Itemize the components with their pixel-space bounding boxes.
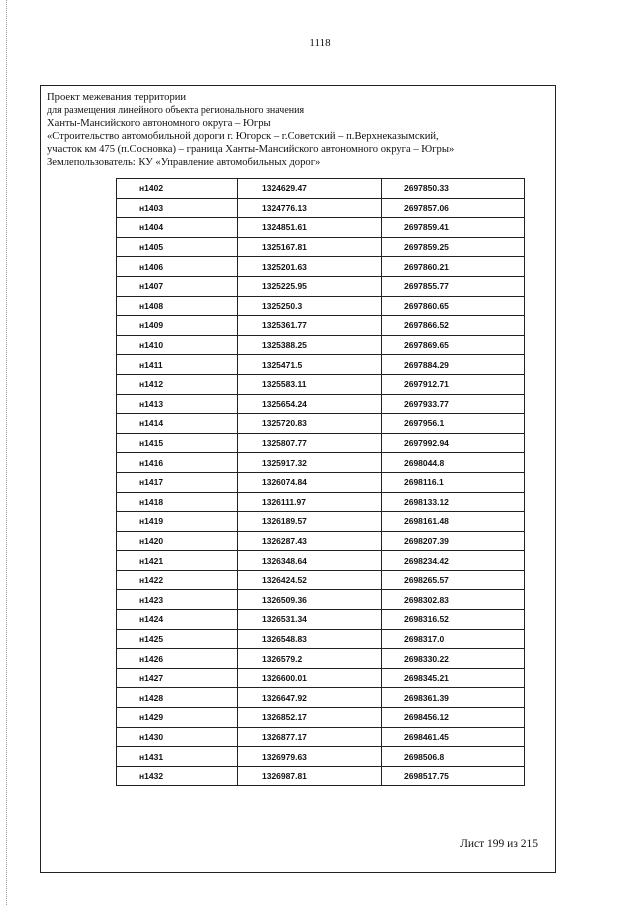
point-id-cell: н1421 (117, 551, 238, 571)
x-coordinate-cell: 1326852.17 (238, 708, 382, 728)
x-coordinate-cell: 1326600.01 (238, 668, 382, 688)
table-row (117, 727, 525, 747)
x-coordinate-cell: 1324776.13 (238, 198, 382, 218)
point-id-cell: н1432 (117, 766, 238, 786)
x-coordinate-cell: 1326987.81 (238, 766, 382, 786)
point-id-cell: н1416 (117, 453, 238, 473)
y-coordinate-cell: 2697857.06 (382, 198, 525, 218)
scan-edge-mark (6, 0, 8, 905)
x-coordinate-cell: 1326979.63 (238, 747, 382, 767)
table-row (117, 433, 525, 453)
x-coordinate-cell: 1326647.92 (238, 688, 382, 708)
table-row (117, 335, 525, 355)
y-coordinate-cell: 2698330.22 (382, 649, 525, 669)
point-id-cell: н1409 (117, 316, 238, 336)
point-id-cell: н1407 (117, 276, 238, 296)
x-coordinate-cell: 1326111.97 (238, 492, 382, 512)
x-coordinate-cell: 1326579.2 (238, 649, 382, 669)
point-id-cell: н1426 (117, 649, 238, 669)
y-coordinate-cell: 2697869.65 (382, 335, 525, 355)
y-coordinate-cell: 2698345.21 (382, 668, 525, 688)
point-id-cell: н1405 (117, 237, 238, 257)
y-coordinate-cell: 2697860.65 (382, 296, 525, 316)
table-row (117, 374, 525, 394)
x-coordinate-cell: 1325250.3 (238, 296, 382, 316)
y-coordinate-cell: 2698361.39 (382, 688, 525, 708)
header-line-road: «Строительство автомобильной дороги г. Югорск – г.Советский – п.Верхнеказымский, (47, 131, 439, 142)
table-row (117, 649, 525, 669)
x-coordinate-cell: 1325471.5 (238, 355, 382, 375)
point-id-cell: н1415 (117, 433, 238, 453)
header-line-project: Проект межевания территории (47, 92, 187, 103)
table-row (117, 296, 525, 316)
x-coordinate-cell: 1325388.25 (238, 335, 382, 355)
x-coordinate-cell: 1325583.11 (238, 374, 382, 394)
table-row (117, 453, 525, 473)
table-row (117, 198, 525, 218)
page-number: 1118 (309, 37, 331, 49)
x-coordinate-cell: 1326348.64 (238, 551, 382, 571)
table-row (117, 512, 525, 532)
x-coordinate-cell: 1326074.84 (238, 472, 382, 492)
document-header (47, 91, 552, 169)
y-coordinate-cell: 2698207.39 (382, 531, 525, 551)
x-coordinate-cell: 1325807.77 (238, 433, 382, 453)
y-coordinate-cell: 2698456.12 (382, 708, 525, 728)
y-coordinate-cell: 2698461.45 (382, 727, 525, 747)
table-row (117, 218, 525, 238)
point-id-cell: н1419 (117, 512, 238, 532)
point-id-cell: н1424 (117, 610, 238, 630)
point-id-cell: н1430 (117, 727, 238, 747)
coordinates-table-body (117, 179, 525, 786)
table-row (117, 766, 525, 786)
y-coordinate-cell: 2698044.8 (382, 453, 525, 473)
point-id-cell: н1431 (117, 747, 238, 767)
table-row (117, 747, 525, 767)
table-row (117, 394, 525, 414)
y-coordinate-cell: 2698506.8 (382, 747, 525, 767)
table-row (117, 492, 525, 512)
header-line-region: Ханты-Мансийского автономного округа – Югры (47, 118, 271, 129)
y-coordinate-cell: 2698517.75 (382, 766, 525, 786)
y-coordinate-cell: 2697860.21 (382, 257, 525, 277)
y-coordinate-cell: 2698161.48 (382, 512, 525, 532)
x-coordinate-cell: 1324629.47 (238, 179, 382, 199)
y-coordinate-cell: 2697850.33 (382, 179, 525, 199)
point-id-cell: н1402 (117, 179, 238, 199)
table-row (117, 570, 525, 590)
x-coordinate-cell: 1326548.83 (238, 629, 382, 649)
y-coordinate-cell: 2697866.52 (382, 316, 525, 336)
y-coordinate-cell: 2697933.77 (382, 394, 525, 414)
y-coordinate-cell: 2697992.94 (382, 433, 525, 453)
y-coordinate-cell: 2697912.71 (382, 374, 525, 394)
sheet-counter: Лист 199 из 215 (460, 838, 538, 850)
x-coordinate-cell: 1325654.24 (238, 394, 382, 414)
table-row (117, 708, 525, 728)
table-row (117, 316, 525, 336)
table-row (117, 610, 525, 630)
x-coordinate-cell: 1326531.34 (238, 610, 382, 630)
point-id-cell: н1427 (117, 668, 238, 688)
y-coordinate-cell: 2697855.77 (382, 276, 525, 296)
table-row (117, 472, 525, 492)
table-row (117, 531, 525, 551)
point-id-cell: н1417 (117, 472, 238, 492)
x-coordinate-cell: 1326877.17 (238, 727, 382, 747)
y-coordinate-cell: 2698302.83 (382, 590, 525, 610)
x-coordinate-cell: 1325917.32 (238, 453, 382, 473)
table-row (117, 668, 525, 688)
point-id-cell: н1429 (117, 708, 238, 728)
point-id-cell: н1408 (117, 296, 238, 316)
y-coordinate-cell: 2698133.12 (382, 492, 525, 512)
x-coordinate-cell: 1325361.77 (238, 316, 382, 336)
table-row (117, 414, 525, 434)
x-coordinate-cell: 1326424.52 (238, 570, 382, 590)
y-coordinate-cell: 2697884.29 (382, 355, 525, 375)
point-id-cell: н1422 (117, 570, 238, 590)
y-coordinate-cell: 2697859.41 (382, 218, 525, 238)
point-id-cell: н1411 (117, 355, 238, 375)
header-line-landuser: Землепользователь: КУ «Управление автомобильных дорог» (47, 157, 321, 168)
x-coordinate-cell: 1326287.43 (238, 531, 382, 551)
table-row (117, 355, 525, 375)
header-line-section: участок км 475 (п.Сосновка) – граница Ханты-Мансийского автономного округа – Югры» (47, 144, 455, 155)
x-coordinate-cell: 1325720.83 (238, 414, 382, 434)
y-coordinate-cell: 2698265.57 (382, 570, 525, 590)
table-row (117, 237, 525, 257)
point-id-cell: н1428 (117, 688, 238, 708)
point-id-cell: н1414 (117, 414, 238, 434)
coordinates-table (116, 178, 525, 786)
x-coordinate-cell: 1325201.63 (238, 257, 382, 277)
y-coordinate-cell: 2698234.42 (382, 551, 525, 571)
table-row (117, 179, 525, 199)
x-coordinate-cell: 1325225.95 (238, 276, 382, 296)
point-id-cell: н1423 (117, 590, 238, 610)
header-line-purpose: для размещения линейного объекта регионального значения (47, 105, 305, 116)
y-coordinate-cell: 2697956.1 (382, 414, 525, 434)
x-coordinate-cell: 1325167.81 (238, 237, 382, 257)
point-id-cell: н1404 (117, 218, 238, 238)
point-id-cell: н1410 (117, 335, 238, 355)
y-coordinate-cell: 2698317.0 (382, 629, 525, 649)
x-coordinate-cell: 1324851.61 (238, 218, 382, 238)
point-id-cell: н1403 (117, 198, 238, 218)
table-row (117, 590, 525, 610)
y-coordinate-cell: 2698316.52 (382, 610, 525, 630)
point-id-cell: н1413 (117, 394, 238, 414)
x-coordinate-cell: 1326189.57 (238, 512, 382, 532)
point-id-cell: н1420 (117, 531, 238, 551)
x-coordinate-cell: 1326509.36 (238, 590, 382, 610)
point-id-cell: н1425 (117, 629, 238, 649)
table-row (117, 551, 525, 571)
point-id-cell: н1406 (117, 257, 238, 277)
table-row (117, 629, 525, 649)
y-coordinate-cell: 2697859.25 (382, 237, 525, 257)
point-id-cell: н1418 (117, 492, 238, 512)
point-id-cell: н1412 (117, 374, 238, 394)
y-coordinate-cell: 2698116.1 (382, 472, 525, 492)
table-row (117, 257, 525, 277)
table-row (117, 688, 525, 708)
table-row (117, 276, 525, 296)
